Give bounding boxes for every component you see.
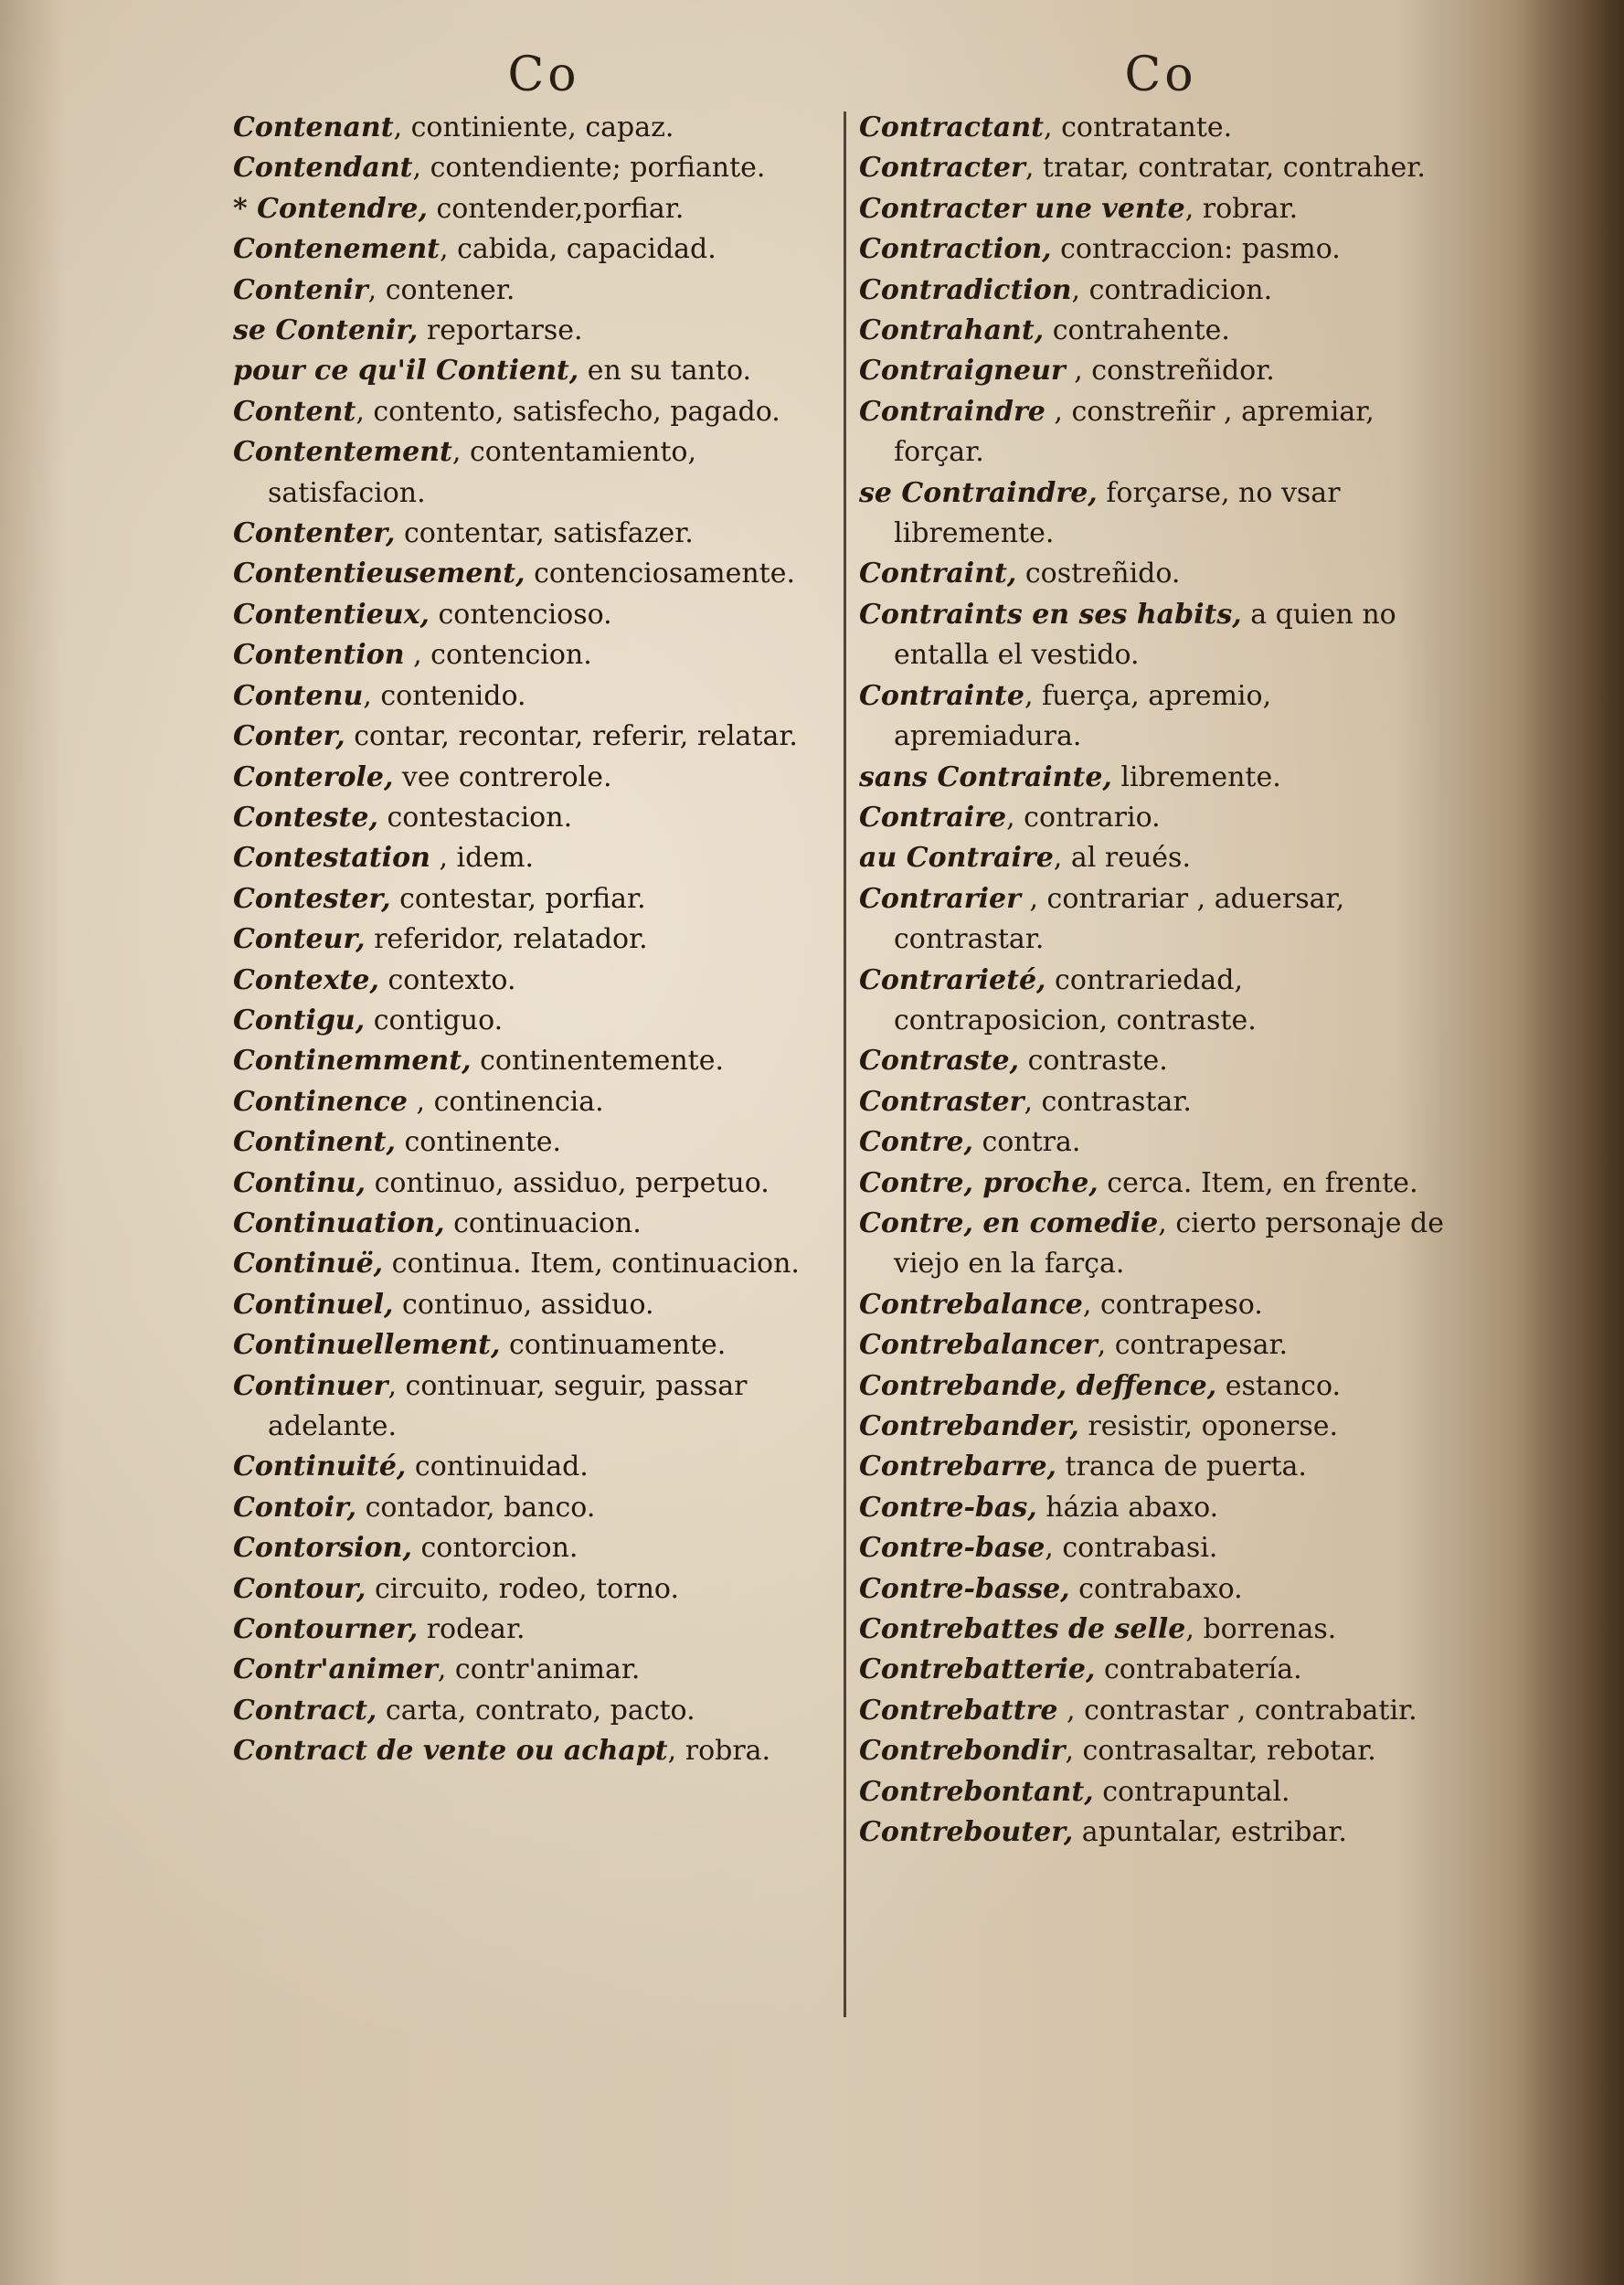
dictionary-entry — [859, 189, 1462, 229]
entry-headword: * Contendre, — [233, 192, 428, 225]
entry-headword: Contenement — [233, 233, 440, 266]
entry-headword: Continemment, — [233, 1045, 472, 1078]
entry-definition: vee contrerole. — [393, 760, 612, 793]
dictionary-entry — [233, 595, 854, 635]
dictionary-entry — [233, 1691, 854, 1731]
entry-definition: , constreñidor. — [1065, 355, 1275, 388]
entry-definition: contrapuntal. — [1093, 1775, 1290, 1808]
entry-headword: Contre-bas, — [859, 1491, 1037, 1524]
entry-definition: , cabida, capacidad. — [440, 233, 716, 266]
entry-definition: contrabatería. — [1095, 1653, 1302, 1686]
entry-definition: referidor, relatador. — [365, 923, 648, 956]
entry-definition: contrahente. — [1044, 314, 1230, 347]
entry-definition: rodear. — [418, 1613, 525, 1646]
entry-headword: Continuité, — [233, 1451, 407, 1483]
dictionary-entry — [233, 717, 854, 757]
entry-headword: Contracter — [859, 152, 1025, 185]
dictionary-entry — [859, 1366, 1462, 1407]
dictionary-entry — [859, 1041, 1462, 1081]
dictionary-entry — [859, 595, 1462, 676]
entry-definition: contador, banco. — [356, 1491, 596, 1524]
dictionary-entry — [859, 1082, 1462, 1122]
entry-headword: Contestation — [233, 842, 430, 875]
entry-definition: cerca. Item, en frente. — [1098, 1166, 1418, 1199]
entry-headword: Contoir, — [233, 1491, 357, 1524]
entry-definition: contrabaxo. — [1069, 1572, 1243, 1605]
right-column — [859, 46, 1462, 1853]
dictionary-entry — [233, 1285, 854, 1325]
entry-headword: Contrebande, deffence, — [859, 1369, 1217, 1402]
dictionary-entry — [859, 961, 1462, 1042]
entry-headword: Contract de vente ou achapt — [233, 1735, 668, 1768]
entry-definition: carta, contrato, pacto. — [377, 1694, 695, 1727]
entry-headword: Continuellement, — [233, 1329, 501, 1362]
entry-headword: Contigu, — [233, 1004, 366, 1036]
entry-definition: contender,porfiar. — [427, 192, 685, 225]
entry-headword: Contraindre — [859, 395, 1046, 428]
entry-definition: contenciosamente. — [525, 558, 795, 590]
entry-definition: , robra. — [667, 1735, 771, 1768]
entry-headword: Contraire — [859, 801, 1007, 834]
dictionary-entry — [233, 392, 854, 432]
dictionary-entry — [233, 676, 854, 717]
dictionary-entry — [859, 311, 1462, 351]
dictionary-entry — [233, 919, 854, 960]
page-gutter-shadow — [1514, 0, 1624, 2285]
dictionary-entry — [233, 108, 854, 148]
dictionary-entry — [859, 1122, 1462, 1163]
entry-headword: Conter, — [233, 720, 345, 753]
dictionary-entry — [233, 1650, 854, 1690]
entry-headword: Contourner, — [233, 1613, 419, 1646]
entry-definition: reportarse. — [418, 314, 583, 347]
dictionary-entry — [859, 1731, 1462, 1771]
entry-headword: au Contraire — [859, 842, 1054, 875]
entry-definition: , contener. — [367, 273, 515, 306]
entry-definition: , contrasaltar, rebotar. — [1065, 1735, 1376, 1768]
dictionary-entry — [233, 1001, 854, 1041]
entry-headword: Contentieusement, — [233, 558, 525, 590]
entry-headword: Contrebander, — [859, 1410, 1079, 1442]
entry-headword: Continent, — [233, 1126, 396, 1159]
entry-definition: , contrastar. — [1024, 1085, 1192, 1118]
entry-definition: contestar, porfiar. — [390, 882, 646, 915]
dictionary-entry — [859, 1812, 1462, 1853]
dictionary-entry — [859, 229, 1462, 270]
entry-definition: , contradicion. — [1071, 273, 1273, 306]
entry-headword: Contre, en comedie — [859, 1206, 1159, 1239]
dictionary-entry — [859, 1164, 1462, 1204]
dictionary-entry — [859, 676, 1462, 758]
entry-definition: resistir, oponerse. — [1078, 1410, 1339, 1442]
entry-headword: Contre-basse, — [859, 1572, 1070, 1605]
dictionary-entry — [233, 514, 854, 554]
entry-definition: házia abaxo. — [1036, 1491, 1219, 1524]
entry-definition: contraccion: pasmo. — [1051, 233, 1341, 266]
entry-definition: , contrabasi. — [1045, 1532, 1218, 1565]
entry-headword: Contenter, — [233, 517, 396, 550]
entry-definition: , continencia. — [408, 1085, 604, 1118]
entry-definition: continente. — [395, 1126, 562, 1159]
entry-headword: Conteur, — [233, 923, 366, 956]
entry-definition: contestacion. — [377, 801, 573, 834]
entry-definition: , continuar, seguir, passar adelante. — [268, 1369, 748, 1442]
dictionary-entry — [859, 1325, 1462, 1366]
entry-definition: , contrapesar. — [1097, 1329, 1289, 1362]
entry-headword: se Contenir, — [233, 314, 419, 347]
entry-headword: Contentement — [233, 436, 452, 469]
entry-definition: contiguo. — [365, 1004, 504, 1036]
dictionary-entry — [233, 1204, 854, 1244]
entry-headword: Contrebalancer — [859, 1329, 1098, 1362]
dictionary-entry — [233, 758, 854, 798]
entry-headword: Continuation, — [233, 1206, 445, 1239]
entry-headword: Contrahant, — [859, 314, 1045, 347]
entry-headword: Contour, — [233, 1572, 366, 1605]
dictionary-entry — [859, 1407, 1462, 1447]
entry-definition: , constreñir , apremiar, forçar. — [894, 395, 1375, 469]
dictionary-entry — [233, 311, 854, 351]
entry-definition: en su tanto. — [578, 355, 752, 388]
dictionary-entry — [859, 392, 1462, 473]
entry-definition: continuo, assiduo. — [393, 1288, 654, 1321]
entry-definition: forçarse, no vsar libremente. — [894, 476, 1341, 550]
dictionary-entry — [233, 351, 854, 391]
entry-headword: Contrarieté, — [859, 963, 1046, 996]
right-entry-list — [859, 108, 1462, 1853]
entry-headword: Continu, — [233, 1166, 366, 1199]
column-divider — [844, 112, 846, 2017]
entry-headword: Contrebattes de selle — [859, 1613, 1186, 1646]
entry-headword: Contractant — [859, 112, 1045, 143]
dictionary-entry — [233, 432, 854, 514]
entry-headword: Contenu — [233, 679, 364, 712]
entry-headword: Contexte, — [233, 963, 379, 996]
entry-headword: Contenant — [233, 112, 394, 143]
entry-definition: , contrariar , aduersar, contrastar. — [894, 882, 1345, 956]
left-column-heading: Co — [507, 48, 580, 102]
entry-definition: , al reués. — [1053, 842, 1191, 875]
entry-definition: , tratar, contratar, contraher. — [1024, 152, 1426, 185]
entry-definition: , contendiente; porfiante. — [412, 152, 766, 185]
entry-definition: , borrenas. — [1185, 1613, 1337, 1646]
entry-definition: contra. — [972, 1126, 1081, 1159]
dictionary-entry — [859, 554, 1462, 594]
entry-definition: , contentamiento, satisfacion. — [268, 436, 697, 509]
entry-definition: , contr'animar. — [437, 1653, 641, 1686]
left-column — [233, 46, 854, 1772]
entry-headword: pour ce qu'il Contient, — [233, 355, 579, 388]
dictionary-entry — [859, 351, 1462, 391]
entry-definition: , contenido. — [363, 679, 526, 712]
dictionary-entry — [233, 961, 854, 1001]
entry-definition: , contrapeso. — [1082, 1288, 1263, 1321]
entry-headword: sans Contrainte, — [859, 760, 1112, 793]
dictionary-entry — [233, 1610, 854, 1650]
entry-definition: , contencion. — [404, 639, 592, 672]
entry-definition: , contrastar , contrabatir. — [1057, 1694, 1417, 1727]
dictionary-entry — [859, 1285, 1462, 1325]
dictionary-entry — [859, 1447, 1462, 1487]
entry-definition: contar, recontar, referir, relatar. — [345, 720, 798, 753]
left-entry-list — [233, 108, 854, 1772]
entry-headword: Contention — [233, 639, 405, 672]
dictionary-entry — [859, 473, 1462, 555]
entry-headword: Contraigneur — [859, 355, 1066, 388]
entry-headword: Contrebarre, — [859, 1451, 1057, 1483]
dictionary-entry — [233, 1244, 854, 1284]
dictionary-entry — [859, 838, 1462, 878]
dictionary-entry — [233, 1447, 854, 1487]
dictionary-entry — [233, 1528, 854, 1568]
entry-headword: Contrebouter, — [859, 1816, 1074, 1849]
dictionary-entry — [233, 1325, 854, 1366]
entry-headword: Contraste, — [859, 1045, 1020, 1078]
entry-headword: Continence — [233, 1085, 409, 1118]
entry-headword: Conterole, — [233, 760, 394, 793]
entry-definition: continua. Item, continuacion. — [383, 1248, 800, 1281]
entry-headword: Continuer — [233, 1369, 388, 1402]
entry-headword: se Contraindre, — [859, 476, 1098, 509]
entry-headword: Contre, proche, — [859, 1166, 1099, 1199]
entry-headword: Contrebattre — [859, 1694, 1058, 1727]
entry-headword: Contester, — [233, 882, 391, 915]
entry-definition: a quien no entalla el vestido. — [894, 598, 1396, 672]
dictionary-entry — [859, 271, 1462, 311]
entry-headword: Contre, — [859, 1126, 973, 1159]
entry-definition: contentar, satisfazer. — [395, 517, 694, 550]
dictionary-entry — [859, 1488, 1462, 1528]
dictionary-entry — [859, 798, 1462, 838]
entry-definition: contexto. — [378, 963, 516, 996]
entry-definition: continuidad. — [406, 1451, 589, 1483]
entry-definition: contrariedad, contraposicion, contraste. — [894, 963, 1257, 1036]
entry-headword: Contrarier — [859, 882, 1021, 915]
dictionary-entry — [233, 229, 854, 270]
entry-definition: continuamente. — [500, 1329, 727, 1362]
entry-headword: Continuel, — [233, 1288, 394, 1321]
entry-headword: Contraint, — [859, 558, 1017, 590]
entry-definition: , contrario. — [1006, 801, 1161, 834]
entry-headword: Contraster — [859, 1085, 1024, 1118]
dictionary-entry — [233, 798, 854, 838]
entry-definition: contencioso. — [429, 598, 612, 631]
entry-headword: Contrainte — [859, 679, 1024, 712]
dictionary-entry — [233, 1082, 854, 1122]
entry-definition: continuacion. — [444, 1206, 642, 1239]
dictionary-entry — [233, 554, 854, 594]
entry-headword: Contr'animer — [233, 1653, 438, 1686]
entry-headword: Contraints en ses habits, — [859, 598, 1242, 631]
entry-definition: circuito, rodeo, torno. — [366, 1572, 679, 1605]
entry-headword: Contraction, — [859, 233, 1052, 266]
entry-definition: , contento, satisfecho, pagado. — [356, 395, 780, 428]
entry-headword: Contradiction — [859, 273, 1072, 306]
dictionary-entry — [233, 1488, 854, 1528]
dictionary-entry — [859, 1691, 1462, 1731]
dictionary-entry — [859, 1650, 1462, 1690]
entry-headword: Contrebontant, — [859, 1775, 1094, 1808]
dictionary-entry — [233, 1041, 854, 1081]
dictionary-entry — [859, 108, 1462, 148]
entry-headword: Contenir — [233, 273, 368, 306]
entry-headword: Contrebondir — [859, 1735, 1066, 1768]
dictionary-entry — [233, 1164, 854, 1204]
entry-headword: Contre-base — [859, 1532, 1046, 1565]
entry-headword: Contract, — [233, 1694, 377, 1727]
entry-headword: Continuë, — [233, 1248, 384, 1281]
dictionary-entry — [233, 1122, 854, 1163]
dictionary-entry — [859, 758, 1462, 798]
dictionary-entry — [859, 1772, 1462, 1812]
entry-definition: apuntalar, estribar. — [1073, 1816, 1347, 1849]
entry-headword: Content — [233, 395, 356, 428]
dictionary-entry — [233, 838, 854, 878]
entry-definition: , cierto personaje de viejo en la farça. — [894, 1206, 1444, 1281]
entry-headword: Contorsion, — [233, 1532, 412, 1565]
entry-headword: Contrebatterie, — [859, 1653, 1096, 1686]
entry-headword: Contentieux, — [233, 598, 430, 631]
dictionary-entry — [859, 1569, 1462, 1610]
right-column-heading: Co — [1124, 48, 1197, 102]
entry-definition: tranca de puerta. — [1056, 1451, 1307, 1483]
entry-definition: , idem. — [430, 842, 535, 875]
dictionary-entry — [859, 879, 1462, 961]
dictionary-entry — [859, 1204, 1462, 1285]
dictionary-entry — [233, 1366, 854, 1448]
entry-definition: , contratante. — [1044, 112, 1233, 143]
entry-headword: Contendant — [233, 152, 413, 185]
entry-definition: contraste. — [1019, 1045, 1168, 1078]
entry-headword: Contrebalance — [859, 1288, 1083, 1321]
dictionary-entry — [233, 148, 854, 188]
entry-definition: estanco. — [1216, 1369, 1342, 1402]
entry-definition: continuo, assiduo, perpetuo. — [366, 1166, 770, 1199]
entry-definition: libremente. — [1111, 760, 1281, 793]
dictionary-entry — [233, 635, 854, 675]
dictionary-entry — [859, 148, 1462, 188]
entry-definition: , continiente, capaz. — [393, 112, 674, 143]
dictionary-entry — [233, 271, 854, 311]
entry-headword: Conteste, — [233, 801, 378, 834]
entry-definition: , fuerça, apremio, apremiadura. — [894, 679, 1272, 753]
entry-definition: , robrar. — [1184, 192, 1299, 225]
entry-definition: costreñido. — [1016, 558, 1181, 590]
dictionary-entry — [859, 1528, 1462, 1568]
entry-headword: Contracter une vente — [859, 192, 1185, 225]
dictionary-entry — [233, 879, 854, 919]
dictionary-entry — [859, 1610, 1462, 1650]
dictionary-entry — [233, 1569, 854, 1610]
entry-definition: continentemente. — [471, 1045, 724, 1078]
dictionary-entry — [233, 189, 854, 229]
dictionary-entry — [233, 1731, 854, 1771]
entry-definition: contorcion. — [411, 1532, 578, 1565]
